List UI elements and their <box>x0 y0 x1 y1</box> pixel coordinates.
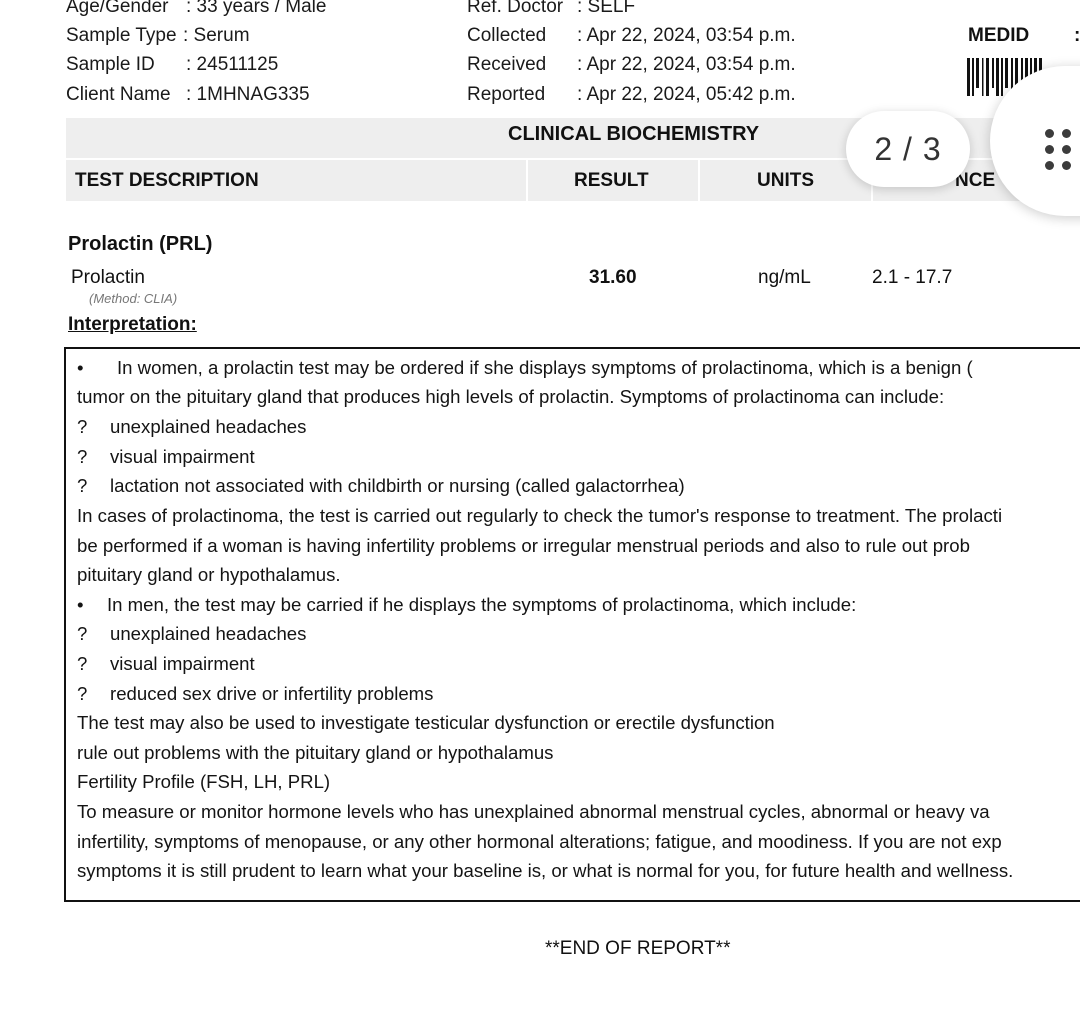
section-title: CLINICAL BIOCHEMISTRY <box>508 123 760 145</box>
interpretation-line: • In women, a prolactin test may be ordered if she displays symptoms of prolactinoma, which is a benign ( <box>77 357 973 378</box>
test-result: 31.60 <box>589 267 637 288</box>
interpretation-line: • In men, the test may be carried if he displays the symptoms of prolactinoma, which include: <box>77 594 857 615</box>
end-of-report: **END OF REPORT** <box>545 938 731 959</box>
age-gender-label: Age/Gender <box>66 0 169 17</box>
interpretation-line: tumor on the pituitary gland that produces high levels of prolactin. Symptoms of prolactinoma can include: <box>77 386 945 407</box>
interpretation-line: ? unexplained headaches <box>77 416 307 437</box>
medid-label: MEDID <box>968 25 1030 46</box>
page-indicator[interactable]: 2 / 3 <box>846 111 970 187</box>
interpretation-line: symptoms it is still prudent to learn what your baseline is, or what is normal for you, for future health and wellness. <box>77 860 1014 881</box>
received-value: : Apr 22, 2024, 03:54 p.m. <box>577 54 796 75</box>
client-name-value: : 1MHNAG335 <box>186 84 310 105</box>
bullet: • <box>77 357 84 378</box>
interpretation-line: In cases of prolactinoma, the test is carried out regularly to check the tumor's response to treatment. The prolacti <box>77 505 1003 526</box>
interpretation-line: rule out problems with the pituitary gland or hypothalamus <box>77 742 554 763</box>
bullet: • <box>77 594 84 615</box>
reported-value: : Apr 22, 2024, 05:42 p.m. <box>577 84 796 105</box>
col-reference: NCE <box>955 170 996 191</box>
interpretation-line: pituitary gland or hypothalamus. <box>77 564 341 585</box>
interpretation-line: be performed if a woman is having infertility problems or irregular menstrual periods and also to rule out prob <box>77 535 970 556</box>
test-reference: 2.1 - 17.7 <box>872 267 953 288</box>
test-method: (Method: CLIA) <box>89 291 178 306</box>
interpretation-line: The test may also be used to investigate testicular dysfunction or erectile dysfunction <box>77 712 775 733</box>
interpretation-line: ? visual impairment <box>77 653 255 674</box>
sample-id-label: Sample ID <box>66 54 155 75</box>
col-test-description: TEST DESCRIPTION <box>75 170 259 191</box>
test-units: ng/mL <box>758 267 811 288</box>
test-group-name: Prolactin (PRL) <box>68 233 213 255</box>
interpretation-line: infertility, symptoms of menopause, or any other hormonal alterations; fatigue, and moodiness. If you are not exp <box>77 831 1002 852</box>
client-name-label: Client Name <box>66 84 171 105</box>
ref-doctor-value: : SELF <box>577 0 636 17</box>
column-divider <box>526 160 528 201</box>
sample-type-value: : Serum <box>183 25 250 46</box>
sample-id-value: : 24511125 <box>186 54 279 75</box>
ref-doctor-label: Ref. Doctor <box>467 0 564 17</box>
interpretation-line: ? lactation not associated with childbirth or nursing (called galactorrhea) <box>77 475 685 496</box>
collected-label: Collected <box>467 25 547 46</box>
collected-value: : Apr 22, 2024, 03:54 p.m. <box>577 25 796 46</box>
reported-label: Reported <box>467 84 546 105</box>
sample-type-label: Sample Type <box>66 25 177 46</box>
col-result: RESULT <box>574 170 649 191</box>
interpretation-line: ? reduced sex drive or infertility problems <box>77 683 434 704</box>
column-divider <box>698 160 700 201</box>
interpretation-line: ? unexplained headaches <box>77 623 307 644</box>
interpretation-line: To measure or monitor hormone levels who has unexplained abnormal menstrual cycles, abnormal or heavy va <box>77 801 990 822</box>
received-label: Received <box>467 54 547 75</box>
interpretation-line: ? visual impairment <box>77 446 255 467</box>
col-units: UNITS <box>757 170 814 191</box>
medid-colon: : <box>1074 25 1080 46</box>
test-name: Prolactin <box>71 267 145 288</box>
age-gender-value: : 33 years / Male <box>186 0 327 17</box>
interpretation-heading: Interpretation: <box>68 314 197 335</box>
interpretation-line: Fertility Profile (FSH, LH, PRL) <box>77 771 331 792</box>
